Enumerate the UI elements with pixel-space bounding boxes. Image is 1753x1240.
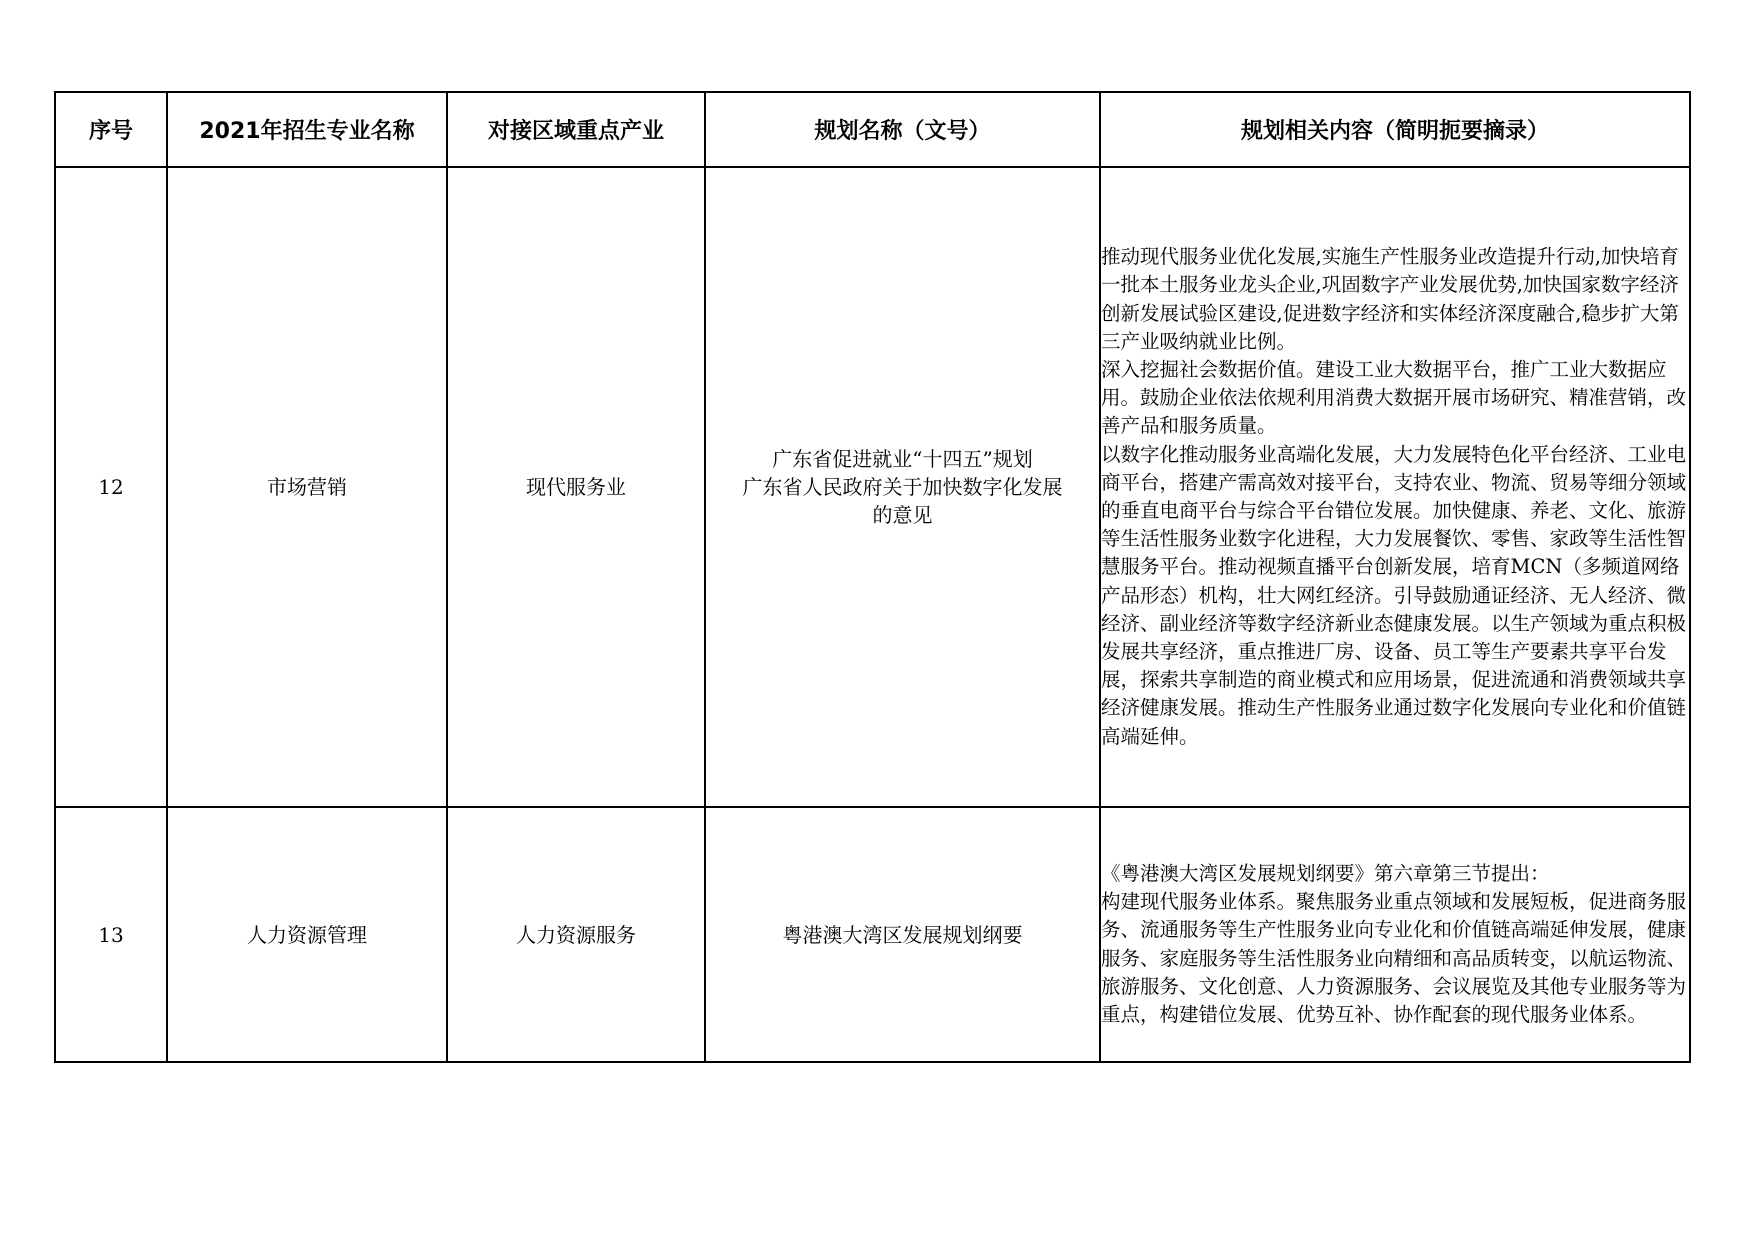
header-plan-name: 规划名称（文号） [705, 92, 1100, 167]
header-industry: 对接区域重点产业 [447, 92, 705, 167]
cell-plan-name [705, 167, 1100, 807]
content-paragraph: 《粤港澳大湾区发展规划纲要》第六章第三节提出： [1101, 861, 1550, 885]
plan-name-line: 广东省促进就业“十四五”规划 [772, 447, 1033, 471]
plan-name-line: 广东省人民政府关于加快数字化发展 [742, 475, 1063, 499]
plan-name-line: 粤港澳大湾区发展规划纲要 [782, 922, 1023, 947]
cell-plan-content [1100, 807, 1690, 1062]
content-paragraph: 深入挖掘社会数据价值。建设工业大数据平台，推广工业大数据应用。鼓励企业依法依规利用消费大数据开展市场研究、精准营销，改善产品和服务质量。 [1101, 357, 1687, 438]
plan-content-text [1101, 223, 1689, 751]
cell-industry: 现代服务业 [447, 167, 705, 807]
table-row [55, 167, 1690, 807]
header-row [55, 92, 1690, 167]
plan-table [54, 91, 1691, 1063]
header-plan-content: 规划相关内容（简明扼要摘录） [1100, 92, 1690, 167]
cell-plan-name [705, 807, 1100, 1062]
content-paragraph: 以数字化推动服务业高端化发展，大力发展特色化平台经济、工业电商平台，搭建产需高效对接平台，支持农业、物流、贸易等细分领域的垂直电商平台与综合平台错位发展。加快健康、养老、文化、旅游等生活性服务业数字化进程，大力发展餐饮、零售、家政等生活性智慧服务平台。推动视频直播平台创新发展，培育MCN（多频道网络产品形态）机构，壮大网红经济。引导鼓励通证经济、无人经济、微经济、副业经济等数字经济新业态健康发展。以生产领域为重点积极发展共享经济，重点推进厂房、设备、员工等生产要素共享平台发展，探索共享制造的商业模式和应用场景，促进流通和消费领域共享经济健康发展。推动生产性服务业通过数字化发展向专业化和价值链高端延伸。 [1101, 442, 1687, 748]
plan-content-text [1101, 840, 1689, 1029]
content-paragraph: 推动现代服务业优化发展,实施生产性服务业改造提升行动,加快培育一批本土服务业龙头企业,巩固数字产业发展优势,加快国家数字经济创新发展试验区建设,促进数字经济和实体经济深度融合,稳步扩大第三产业吸纳就业比例。 [1101, 245, 1679, 353]
cell-seq: 12 [55, 167, 167, 807]
cell-major: 市场营销 [167, 167, 447, 807]
header-major: 2021年招生专业名称 [167, 92, 447, 167]
cell-industry: 人力资源服务 [447, 807, 705, 1062]
cell-seq: 13 [55, 807, 167, 1062]
plan-name-line: 的意见 [872, 503, 933, 527]
cell-plan-content [1100, 167, 1690, 807]
cell-major: 人力资源管理 [167, 807, 447, 1062]
header-seq: 序号 [55, 92, 167, 167]
content-paragraph: 构建现代服务业体系。聚焦服务业重点领域和发展短板，促进商务服务、流通服务等生产性服务业向专业化和价值链高端延伸发展，健康服务、家庭服务等生活性服务业向精细和高品质转变，以航运物流、旅游服务、文化创意、人力资源服务、会议展览及其他专业服务等为重点，构建错位发展、优势互补、协作配套的现代服务业体系。 [1101, 890, 1687, 1026]
table-row [55, 807, 1690, 1062]
